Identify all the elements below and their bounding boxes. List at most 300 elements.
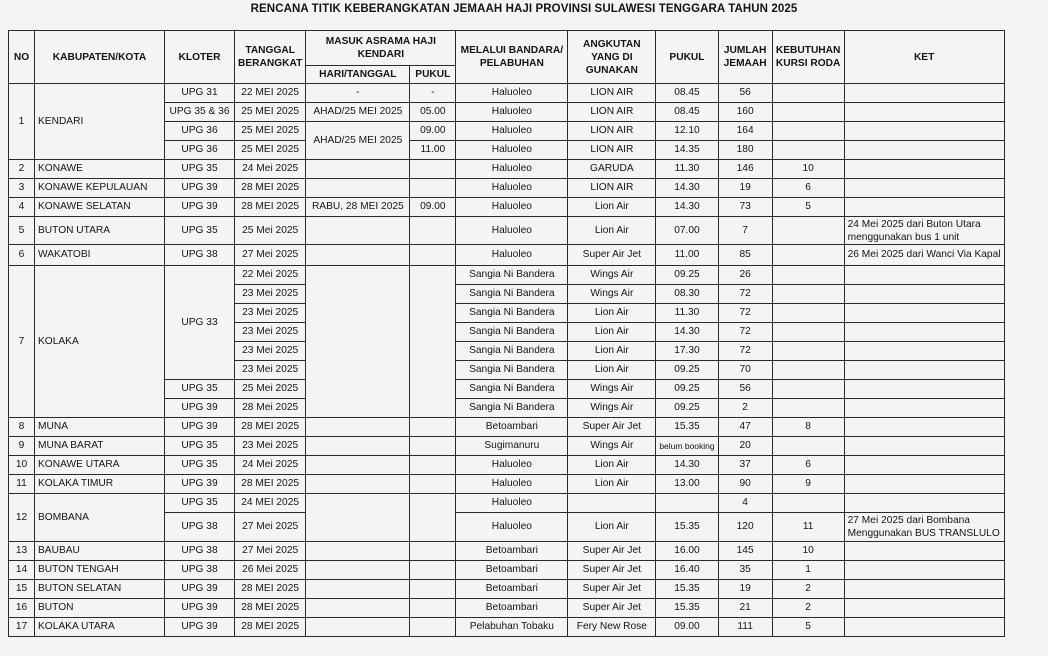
angkutan-cell: Super Air Jet bbox=[568, 418, 656, 437]
pukul-cell: 08.30 bbox=[656, 285, 718, 304]
kloter-cell: UPG 33 bbox=[165, 266, 235, 380]
pukul-asrama-cell bbox=[410, 179, 456, 198]
kursi-cell: 9 bbox=[772, 475, 844, 494]
kursi-cell bbox=[772, 399, 844, 418]
hari-cell bbox=[306, 599, 410, 618]
angkutan-cell: Super Air Jet bbox=[568, 542, 656, 561]
bandara-cell: Sangia Ni Bandera bbox=[456, 342, 568, 361]
tanggal-cell: 27 Mei 2025 bbox=[235, 513, 306, 542]
ket-cell bbox=[844, 285, 1004, 304]
kabupaten-cell: KONAWE KEPULAUAN bbox=[35, 179, 165, 198]
kursi-cell: 1 bbox=[772, 561, 844, 580]
angkutan-cell: GARUDA bbox=[568, 160, 656, 179]
pukul-cell: 14.30 bbox=[656, 198, 718, 217]
bandara-cell: Haluoleo bbox=[456, 217, 568, 245]
tanggal-cell: 28 MEI 2025 bbox=[235, 618, 306, 637]
tanggal-cell: 23 Mei 2025 bbox=[235, 304, 306, 323]
kursi-cell bbox=[772, 304, 844, 323]
pukul-cell: 15.35 bbox=[656, 418, 718, 437]
tanggal-cell: 25 MEI 2025 bbox=[235, 103, 306, 122]
kloter-cell: UPG 35 bbox=[165, 160, 235, 179]
pukul-cell: 14.35 bbox=[656, 141, 718, 160]
tanggal-cell: 23 Mei 2025 bbox=[235, 342, 306, 361]
kabupaten-cell: BUTON bbox=[35, 599, 165, 618]
tanggal-cell: 28 MEI 2025 bbox=[235, 475, 306, 494]
bandara-cell: Haluoleo bbox=[456, 475, 568, 494]
bandara-cell: Betoambari bbox=[456, 418, 568, 437]
ket-cell bbox=[844, 198, 1004, 217]
tanggal-cell: 22 MEI 2025 bbox=[235, 84, 306, 103]
table-row bbox=[9, 217, 1005, 245]
bandara-cell: Sangia Ni Bandera bbox=[456, 266, 568, 285]
table-row bbox=[9, 456, 1005, 475]
kursi-cell bbox=[772, 342, 844, 361]
ket-cell bbox=[844, 122, 1004, 141]
jumlah-cell: 19 bbox=[718, 580, 772, 599]
angkutan-cell: Super Air Jet bbox=[568, 561, 656, 580]
hari-cell bbox=[306, 561, 410, 580]
tanggal-cell: 25 MEI 2025 bbox=[235, 122, 306, 141]
hari-cell: RABU, 28 MEI 2025 bbox=[306, 198, 410, 217]
ket-cell bbox=[844, 342, 1004, 361]
pukul-cell: 08.45 bbox=[656, 103, 718, 122]
pukul-cell: 09.25 bbox=[656, 380, 718, 399]
tanggal-cell: 24 Mei 2025 bbox=[235, 160, 306, 179]
pukul-cell: 14.30 bbox=[656, 323, 718, 342]
row-number: 7 bbox=[9, 266, 35, 418]
bandara-cell: Sangia Ni Bandera bbox=[456, 323, 568, 342]
pukul-cell: 16.40 bbox=[656, 561, 718, 580]
kursi-cell: 10 bbox=[772, 160, 844, 179]
angkutan-cell: Lion Air bbox=[568, 198, 656, 217]
kabupaten-cell: KOLAKA UTARA bbox=[35, 618, 165, 637]
hari-cell bbox=[306, 494, 410, 542]
kursi-cell bbox=[772, 84, 844, 103]
row-number: 5 bbox=[9, 217, 35, 245]
row-number: 16 bbox=[9, 599, 35, 618]
kloter-cell: UPG 38 bbox=[165, 513, 235, 542]
kloter-cell: UPG 35 bbox=[165, 494, 235, 513]
row-number: 12 bbox=[9, 494, 35, 542]
ket-cell bbox=[844, 304, 1004, 323]
kloter-cell: UPG 35 & 36 bbox=[165, 103, 235, 122]
jumlah-cell: 19 bbox=[718, 179, 772, 198]
bandara-cell: Haluoleo bbox=[456, 513, 568, 542]
tanggal-cell: 23 Mei 2025 bbox=[235, 437, 306, 456]
kloter-cell: UPG 38 bbox=[165, 561, 235, 580]
angkutan-cell: Wings Air bbox=[568, 380, 656, 399]
angkutan-cell: LION AIR bbox=[568, 141, 656, 160]
ket-cell bbox=[844, 437, 1004, 456]
header-ket: KET bbox=[844, 31, 1004, 84]
tanggal-cell: 27 Mei 2025 bbox=[235, 542, 306, 561]
row-number: 15 bbox=[9, 580, 35, 599]
tanggal-cell: 22 Mei 2025 bbox=[235, 266, 306, 285]
kloter-cell: UPG 31 bbox=[165, 84, 235, 103]
kabupaten-cell: KONAWE UTARA bbox=[35, 456, 165, 475]
bandara-cell: Haluoleo bbox=[456, 141, 568, 160]
kursi-cell: 2 bbox=[772, 599, 844, 618]
tanggal-cell: 28 MEI 2025 bbox=[235, 179, 306, 198]
tanggal-cell: 23 Mei 2025 bbox=[235, 285, 306, 304]
row-number: 11 bbox=[9, 475, 35, 494]
row-number: 4 bbox=[9, 198, 35, 217]
kloter-cell: UPG 38 bbox=[165, 542, 235, 561]
kursi-cell: 5 bbox=[772, 198, 844, 217]
hari-cell bbox=[306, 160, 410, 179]
kloter-cell: UPG 35 bbox=[165, 456, 235, 475]
tanggal-cell: 28 MEI 2025 bbox=[235, 580, 306, 599]
kabupaten-cell: BUTON TENGAH bbox=[35, 561, 165, 580]
pukul-cell: 11.30 bbox=[656, 160, 718, 179]
jumlah-cell: 35 bbox=[718, 561, 772, 580]
kloter-cell: UPG 35 bbox=[165, 380, 235, 399]
hari-cell bbox=[306, 179, 410, 198]
jumlah-cell: 56 bbox=[718, 84, 772, 103]
bandara-cell: Sugimanuru bbox=[456, 437, 568, 456]
tanggal-cell: 28 MEI 2025 bbox=[235, 198, 306, 217]
bandara-cell: Haluoleo bbox=[456, 456, 568, 475]
kursi-cell bbox=[772, 285, 844, 304]
header-angkutan: ANGKUTAN YANG DI GUNAKAN bbox=[568, 31, 656, 84]
pukul-asrama-cell: - bbox=[410, 84, 456, 103]
ket-cell bbox=[844, 494, 1004, 513]
pukul-cell: 09.25 bbox=[656, 361, 718, 380]
angkutan-cell: Lion Air bbox=[568, 342, 656, 361]
header-kloter: KLOTER bbox=[165, 31, 235, 84]
table-row bbox=[9, 198, 1005, 217]
jumlah-cell: 180 bbox=[718, 141, 772, 160]
kursi-cell: 2 bbox=[772, 580, 844, 599]
pukul-cell: 15.35 bbox=[656, 599, 718, 618]
table-row bbox=[9, 245, 1005, 266]
pukul-asrama-cell bbox=[410, 494, 456, 542]
hari-cell bbox=[306, 475, 410, 494]
table-row bbox=[9, 618, 1005, 637]
pukul-cell bbox=[656, 494, 718, 513]
ket-cell: 27 Mei 2025 dari Bombana Menggunakan BUS TRANSLULO bbox=[844, 513, 1004, 542]
ket-cell bbox=[844, 561, 1004, 580]
pukul-asrama-cell bbox=[410, 437, 456, 456]
kursi-cell bbox=[772, 437, 844, 456]
angkutan-cell: Wings Air bbox=[568, 399, 656, 418]
header-no: NO bbox=[9, 31, 35, 84]
jumlah-cell: 47 bbox=[718, 418, 772, 437]
tanggal-cell: 28 MEI 2025 bbox=[235, 418, 306, 437]
bandara-cell: Sangia Ni Bandera bbox=[456, 380, 568, 399]
jumlah-cell: 7 bbox=[718, 217, 772, 245]
pukul-cell: 07.00 bbox=[656, 217, 718, 245]
hari-cell bbox=[306, 437, 410, 456]
tanggal-cell: 28 MEI 2025 bbox=[235, 599, 306, 618]
pukul-cell: 08.45 bbox=[656, 84, 718, 103]
bandara-cell: Haluoleo bbox=[456, 179, 568, 198]
kloter-cell: UPG 36 bbox=[165, 122, 235, 141]
kursi-cell bbox=[772, 380, 844, 399]
table-row bbox=[9, 542, 1005, 561]
ket-cell bbox=[844, 380, 1004, 399]
pukul-cell: 14.30 bbox=[656, 456, 718, 475]
ket-cell bbox=[844, 456, 1004, 475]
kabupaten-cell: BAUBAU bbox=[35, 542, 165, 561]
kursi-cell: 10 bbox=[772, 542, 844, 561]
bandara-cell: Haluoleo bbox=[456, 198, 568, 217]
tanggal-cell: 23 Mei 2025 bbox=[235, 361, 306, 380]
hari-cell: AHAD/25 MEI 2025 bbox=[306, 122, 410, 160]
ket-cell bbox=[844, 323, 1004, 342]
kursi-cell: 8 bbox=[772, 418, 844, 437]
tanggal-cell: 25 Mei 2025 bbox=[235, 217, 306, 245]
kloter-cell: UPG 39 bbox=[165, 475, 235, 494]
kloter-cell: UPG 39 bbox=[165, 580, 235, 599]
tanggal-cell: 23 Mei 2025 bbox=[235, 323, 306, 342]
kloter-cell: UPG 39 bbox=[165, 399, 235, 418]
kursi-cell bbox=[772, 323, 844, 342]
table-row bbox=[9, 266, 1005, 285]
ket-cell bbox=[844, 266, 1004, 285]
tanggal-cell: 25 MEI 2025 bbox=[235, 141, 306, 160]
tanggal-cell: 24 MEI 2025 bbox=[235, 494, 306, 513]
row-number: 6 bbox=[9, 245, 35, 266]
bandara-cell: Haluoleo bbox=[456, 84, 568, 103]
bandara-cell: Sangia Ni Bandera bbox=[456, 285, 568, 304]
kabupaten-cell: KENDARI bbox=[35, 84, 165, 160]
header-masuk-asrama: MASUK ASRAMA HAJI KENDARI bbox=[306, 31, 456, 66]
bandara-cell: Sangia Ni Bandera bbox=[456, 304, 568, 323]
angkutan-cell: Fery New Rose bbox=[568, 618, 656, 637]
angkutan-cell: LION AIR bbox=[568, 103, 656, 122]
angkutan-cell: Super Air Jet bbox=[568, 580, 656, 599]
ket-cell: 24 Mei 2025 dari Buton Utara menggunakan bus 1 unit bbox=[844, 217, 1004, 245]
pukul-asrama-cell: 09.00 bbox=[410, 198, 456, 217]
tanggal-cell: 27 Mei 2025 bbox=[235, 245, 306, 266]
header-hari-tanggal: HARI/TANGGAL bbox=[306, 66, 410, 84]
kursi-cell: 5 bbox=[772, 618, 844, 637]
bandara-cell: Haluoleo bbox=[456, 103, 568, 122]
jumlah-cell: 37 bbox=[718, 456, 772, 475]
ket-cell bbox=[844, 399, 1004, 418]
angkutan-cell: Wings Air bbox=[568, 437, 656, 456]
jumlah-cell: 164 bbox=[718, 122, 772, 141]
bandara-cell: Betoambari bbox=[456, 599, 568, 618]
pukul-asrama-cell bbox=[410, 618, 456, 637]
bandara-cell: Betoambari bbox=[456, 561, 568, 580]
kursi-cell bbox=[772, 266, 844, 285]
pukul-asrama-cell bbox=[410, 266, 456, 418]
hari-cell bbox=[306, 418, 410, 437]
hari-cell bbox=[306, 618, 410, 637]
ket-cell bbox=[844, 618, 1004, 637]
bandara-cell: Sangia Ni Bandera bbox=[456, 361, 568, 380]
table-row bbox=[9, 494, 1005, 513]
row-number: 13 bbox=[9, 542, 35, 561]
ket-cell bbox=[844, 103, 1004, 122]
pukul-cell: belum booking bbox=[656, 437, 718, 456]
table-row bbox=[9, 475, 1005, 494]
angkutan-cell: LION AIR bbox=[568, 122, 656, 141]
table-row bbox=[9, 84, 1005, 103]
ket-cell bbox=[844, 580, 1004, 599]
table-row bbox=[9, 580, 1005, 599]
jumlah-cell: 90 bbox=[718, 475, 772, 494]
pukul-asrama-cell: 05.00 bbox=[410, 103, 456, 122]
pukul-cell: 16.00 bbox=[656, 542, 718, 561]
jumlah-cell: 111 bbox=[718, 618, 772, 637]
kursi-cell bbox=[772, 217, 844, 245]
kursi-cell bbox=[772, 141, 844, 160]
table-row bbox=[9, 599, 1005, 618]
pukul-asrama-cell bbox=[410, 245, 456, 266]
angkutan-cell: Lion Air bbox=[568, 323, 656, 342]
jumlah-cell: 20 bbox=[718, 437, 772, 456]
kloter-cell: UPG 39 bbox=[165, 618, 235, 637]
angkutan-cell: Lion Air bbox=[568, 217, 656, 245]
row-number: 9 bbox=[9, 437, 35, 456]
kabupaten-cell: KONAWE SELATAN bbox=[35, 198, 165, 217]
jumlah-cell: 21 bbox=[718, 599, 772, 618]
hari-cell bbox=[306, 456, 410, 475]
row-number: 17 bbox=[9, 618, 35, 637]
kursi-cell bbox=[772, 122, 844, 141]
jumlah-cell: 72 bbox=[718, 304, 772, 323]
header-jumlah: JUMLAH JEMAAH bbox=[718, 31, 772, 84]
pukul-cell: 15.35 bbox=[656, 513, 718, 542]
jumlah-cell: 26 bbox=[718, 266, 772, 285]
kursi-cell bbox=[772, 245, 844, 266]
bandara-cell: Pelabuhan Tobaku bbox=[456, 618, 568, 637]
ket-cell bbox=[844, 599, 1004, 618]
pukul-cell: 17.30 bbox=[656, 342, 718, 361]
kursi-cell: 11 bbox=[772, 513, 844, 542]
kloter-cell: UPG 35 bbox=[165, 437, 235, 456]
kloter-cell: UPG 39 bbox=[165, 599, 235, 618]
jumlah-cell: 56 bbox=[718, 380, 772, 399]
kursi-cell bbox=[772, 361, 844, 380]
header-tanggal: TANGGAL BERANGKAT bbox=[235, 31, 306, 84]
kloter-cell: UPG 39 bbox=[165, 198, 235, 217]
row-number: 3 bbox=[9, 179, 35, 198]
kloter-cell: UPG 36 bbox=[165, 141, 235, 160]
kabupaten-cell: KOLAKA TIMUR bbox=[35, 475, 165, 494]
pukul-asrama-cell: 11.00 bbox=[410, 141, 456, 160]
jumlah-cell: 160 bbox=[718, 103, 772, 122]
pukul-asrama-cell bbox=[410, 475, 456, 494]
angkutan-cell: LION AIR bbox=[568, 84, 656, 103]
row-number: 1 bbox=[9, 84, 35, 160]
kabupaten-cell: MUNA BARAT bbox=[35, 437, 165, 456]
angkutan-cell: Lion Air bbox=[568, 475, 656, 494]
jumlah-cell: 70 bbox=[718, 361, 772, 380]
kloter-cell: UPG 38 bbox=[165, 245, 235, 266]
pukul-asrama-cell: 09.00 bbox=[410, 122, 456, 141]
pukul-cell: 09.25 bbox=[656, 399, 718, 418]
table-row bbox=[9, 437, 1005, 456]
jumlah-cell: 72 bbox=[718, 323, 772, 342]
bandara-cell: Betoambari bbox=[456, 580, 568, 599]
jumlah-cell: 146 bbox=[718, 160, 772, 179]
ket-cell bbox=[844, 361, 1004, 380]
jumlah-cell: 85 bbox=[718, 245, 772, 266]
table-row bbox=[9, 561, 1005, 580]
angkutan-cell: Lion Air bbox=[568, 456, 656, 475]
table-row bbox=[9, 418, 1005, 437]
angkutan-cell: Lion Air bbox=[568, 513, 656, 542]
kloter-cell: UPG 39 bbox=[165, 418, 235, 437]
angkutan-cell: Wings Air bbox=[568, 285, 656, 304]
kabupaten-cell: KONAWE bbox=[35, 160, 165, 179]
kabupaten-cell: BOMBANA bbox=[35, 494, 165, 542]
hari-cell: - bbox=[306, 84, 410, 103]
kursi-cell bbox=[772, 494, 844, 513]
ket-cell bbox=[844, 141, 1004, 160]
ket-cell bbox=[844, 84, 1004, 103]
jumlah-cell: 4 bbox=[718, 494, 772, 513]
jumlah-cell: 72 bbox=[718, 342, 772, 361]
tanggal-cell: 25 Mei 2025 bbox=[235, 380, 306, 399]
angkutan-cell: LION AIR bbox=[568, 179, 656, 198]
jumlah-cell: 2 bbox=[718, 399, 772, 418]
ket-cell bbox=[844, 475, 1004, 494]
tanggal-cell: 24 Mei 2025 bbox=[235, 456, 306, 475]
angkutan-cell: Wings Air bbox=[568, 266, 656, 285]
bandara-cell: Haluoleo bbox=[456, 245, 568, 266]
kabupaten-cell: KOLAKA bbox=[35, 266, 165, 418]
table-row bbox=[9, 160, 1005, 179]
row-number: 8 bbox=[9, 418, 35, 437]
ket-cell: 26 Mei 2025 dari Wanci Via Kapal bbox=[844, 245, 1004, 266]
tanggal-cell: 28 Mei 2025 bbox=[235, 399, 306, 418]
header-kursi-roda: KEBUTUHAN KURSI RODA bbox=[772, 31, 844, 84]
header-bandara: MELALUI BANDARA/ PELABUHAN bbox=[456, 31, 568, 84]
table-row bbox=[9, 179, 1005, 198]
kursi-cell bbox=[772, 103, 844, 122]
angkutan-cell: Lion Air bbox=[568, 304, 656, 323]
ket-cell bbox=[844, 542, 1004, 561]
kabupaten-cell: WAKATOBI bbox=[35, 245, 165, 266]
hari-cell: AHAD/25 MEI 2025 bbox=[306, 103, 410, 122]
kloter-cell: UPG 39 bbox=[165, 179, 235, 198]
departure-table bbox=[8, 30, 1005, 637]
jumlah-cell: 72 bbox=[718, 285, 772, 304]
pukul-cell: 09.25 bbox=[656, 266, 718, 285]
header-kabupaten: KABUPATEN/KOTA bbox=[35, 31, 165, 84]
pukul-asrama-cell bbox=[410, 599, 456, 618]
pukul-asrama-cell bbox=[410, 456, 456, 475]
page-title: RENCANA TITIK KEBERANGKATAN JEMAAH HAJI PROVINSI SULAWESI TENGGARA TAHUN 2025 bbox=[250, 3, 798, 15]
angkutan-cell: Lion Air bbox=[568, 361, 656, 380]
angkutan-cell: Super Air Jet bbox=[568, 245, 656, 266]
ket-cell bbox=[844, 179, 1004, 198]
kabupaten-cell: BUTON SELATAN bbox=[35, 580, 165, 599]
kabupaten-cell: BUTON UTARA bbox=[35, 217, 165, 245]
jumlah-cell: 120 bbox=[718, 513, 772, 542]
jumlah-cell: 145 bbox=[718, 542, 772, 561]
pukul-cell: 12.10 bbox=[656, 122, 718, 141]
kabupaten-cell: MUNA bbox=[35, 418, 165, 437]
pukul-asrama-cell bbox=[410, 561, 456, 580]
hari-cell bbox=[306, 266, 410, 418]
header-pukul: PUKUL bbox=[656, 31, 718, 84]
hari-cell bbox=[306, 580, 410, 599]
ket-cell bbox=[844, 160, 1004, 179]
angkutan-cell bbox=[568, 494, 656, 513]
pukul-cell: 11.00 bbox=[656, 245, 718, 266]
jumlah-cell: 73 bbox=[718, 198, 772, 217]
pukul-asrama-cell bbox=[410, 542, 456, 561]
bandara-cell: Haluoleo bbox=[456, 160, 568, 179]
pukul-asrama-cell bbox=[410, 580, 456, 599]
row-number: 14 bbox=[9, 561, 35, 580]
